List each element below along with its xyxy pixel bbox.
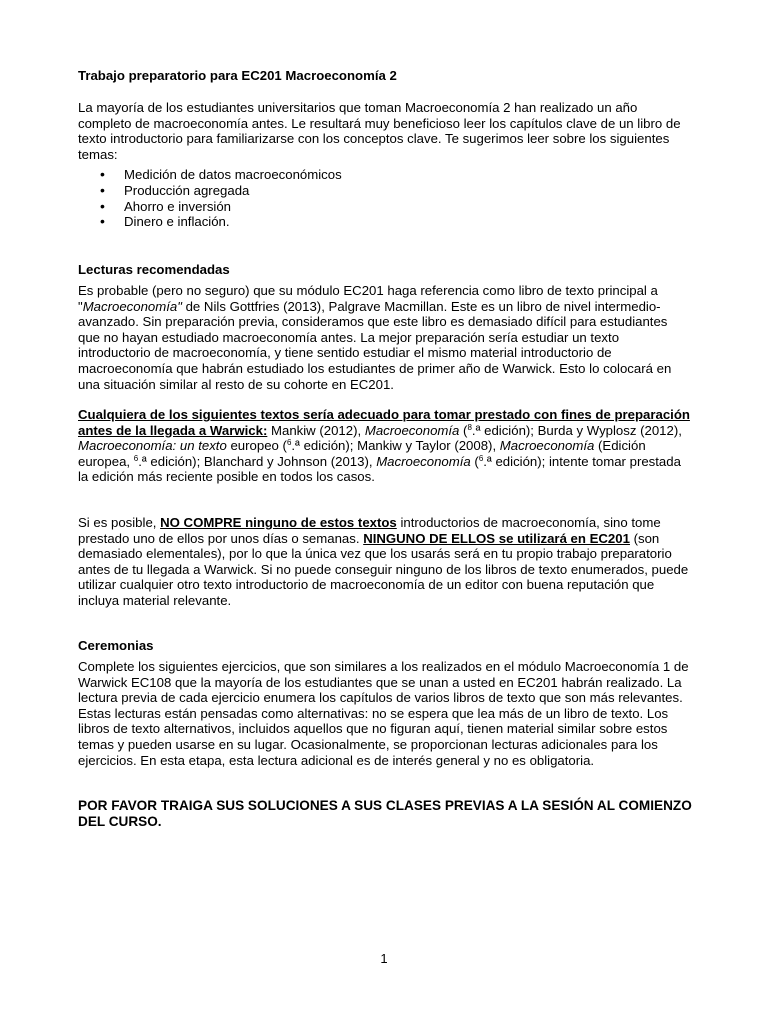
book-title: Macroeconomía: un texto — [78, 438, 227, 454]
suitable-texts-lead: Cualquiera de los siguientes textos sería adecuado para tomar prestado con fines de preparación antes de la llegada a Warwick: — [78, 407, 690, 438]
readings-paragraph-1: Es probable (pero no seguro) que su módulo EC201 haga referencia como libro de texto principal a "Macroeconomía" de Nils Gottfries (2013), Palgrave Macmillan. Este es un libro de nivel intermedio-avanzado. Sin preparación previa, consideramos que este libro es demasiado difícil para estudiantes que no hayan estudiado macroeconomía antes. La mejor preparación sería estudiar un texto introductorio de macroeconomía, y tiene sentido estudiar el mismo material introductorio de macroeconomía que habrán estudiado los estudiantes de primer año de Warwick. Esto lo colocará en una situación similar al resto de su cohorte en EC201. — [78, 283, 672, 392]
do-not-buy-notice: NO COMPRE ninguno de estos textos — [160, 515, 397, 530]
list-item: • Medición de datos macroeconómicos — [78, 167, 692, 183]
page-number: 1 — [380, 951, 388, 966]
list-item: • Dinero e inflación. — [78, 214, 692, 230]
exercises-paragraph: Complete los siguientes ejercicios, que son similares a los realizados en el módulo Macroeconomía 1 de Warwick EC108 que la mayoría de los estudiantes que se unan a usted en EC201 habrán realizado. La lectura previa de cada ejercicio enumera los capítulos de varios libros de texto que son más relevantes. Estas lecturas están pensadas como alternativas: no se espera que lea más de un libro de texto. Los libros de texto alternativos, incluidos aquellos que no figuran aquí, tienen material similar sobre estos temas y pueden usarse en su lugar. Ocasionalmente, se proporcionan lecturas adicionales para los ejercicios. En esta etapa, esta lectura adicional es de interés general y no es obligatoria. — [78, 659, 689, 768]
document-title: Trabajo preparatorio para EC201 Macroeconomía 2 — [78, 68, 397, 83]
readings-paragraph-3: Si es posible, NO COMPRE ninguno de estos textos introductorios de macroeconomía, sino tome prestado uno de ellos por unos días o semanas. NINGUNO DE ELLOS se utilizará en EC201 (son demasiado elementales), por lo que la única vez que los usarás será en tu propio trabajo preparatorio antes de tu llegada a Warwick. Si no puede conseguir ninguno de los libros de texto enumerados, puede utilizar cualquier otro texto introductorio de macroeconomía de un editor con buena reputación que incluya material relevante. — [78, 515, 689, 608]
exercises-heading: Ceremonias — [78, 638, 154, 653]
book-title: Macroeconomía — [499, 438, 595, 454]
solutions-notice: POR FAVOR TRAIGA SUS SOLUCIONES A SUS CLASES PREVIAS A LA SESIÓN AL COMIENZO DEL CURSO. — [78, 798, 692, 830]
none-used-notice: NINGUNO DE ELLOS se utilizará en EC201 — [363, 530, 630, 546]
intro-paragraph: La mayoría de los estudiantes universitarios que toman Macroeconomía 2 han realizado un año completo de macroeconomía antes. Le resultará muy beneficioso leer los capítulos clave de un libro de texto introductorio para familiarizarse con los conceptos clave. Te sugerimos leer sobre los siguientes temas: — [78, 100, 681, 162]
book-title: Macroeconomía — [364, 422, 460, 438]
book-title: Macroeconomía" — [82, 298, 182, 314]
readings-paragraph-2: Cualquiera de los siguientes textos sería adecuado para tomar prestado con fines de preparación antes de la llegada a Warwick: Mankiw (2012), Macroeconomía ($^8$.ª edición); Burda y Wyplosz (2012), Macroeconomía: un texto europeo ($^6$.ª edición); Mankiw y Taylor (2008), Macroeconomía (Edición europea, $^6$.ª edición); Blanchard y Johnson (2013), Macroeconomía ($^6$.ª edición); intente tomar prestada la edición más reciente posible en todos los casos. — [78, 407, 690, 485]
list-item: • Ahorro e inversión — [78, 199, 692, 215]
topics-list — [78, 167, 692, 230]
readings-heading: Lecturas recomendadas — [78, 262, 230, 277]
book-title: Macroeconomía — [376, 453, 471, 469]
list-item: • Producción agregada — [78, 183, 692, 199]
